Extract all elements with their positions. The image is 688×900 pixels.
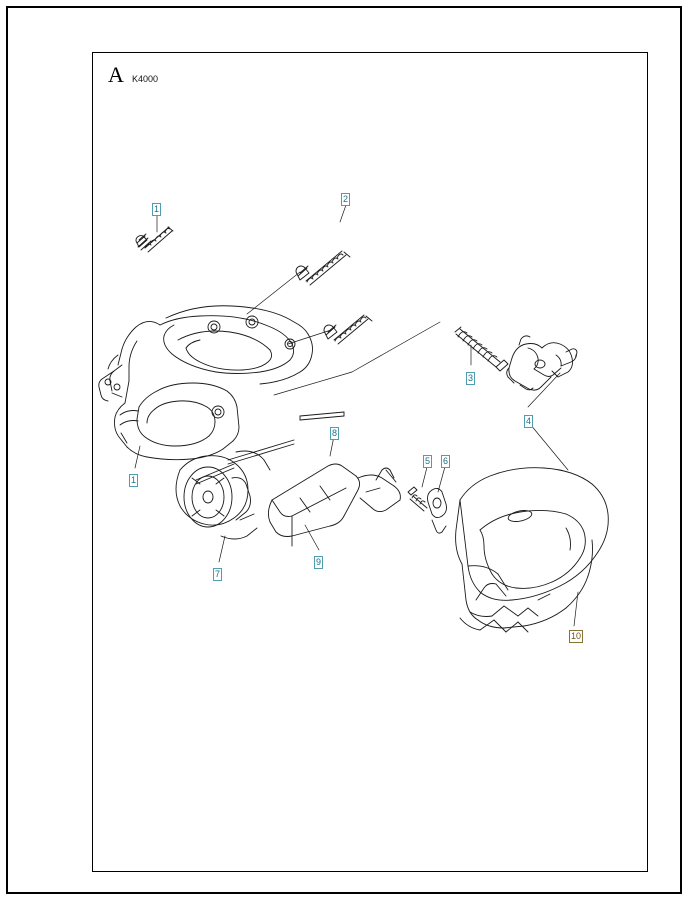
callout-1-left: 1 bbox=[131, 475, 137, 485]
callout-9: 9 bbox=[316, 557, 322, 567]
callout-5: 5 bbox=[425, 456, 431, 466]
drawing-frame bbox=[92, 52, 648, 872]
callout-2: 2 bbox=[343, 194, 349, 204]
callout-3: 3 bbox=[468, 373, 474, 383]
callout-4: 4 bbox=[526, 416, 532, 426]
callout-8: 8 bbox=[332, 428, 338, 438]
callout-10: 10 bbox=[571, 631, 582, 641]
callout-1-top: 1 bbox=[154, 204, 160, 214]
callout-6: 6 bbox=[443, 456, 449, 466]
callout-7: 7 bbox=[215, 569, 221, 579]
model-name: K4000 bbox=[132, 74, 159, 84]
section-letter: A bbox=[108, 62, 124, 87]
